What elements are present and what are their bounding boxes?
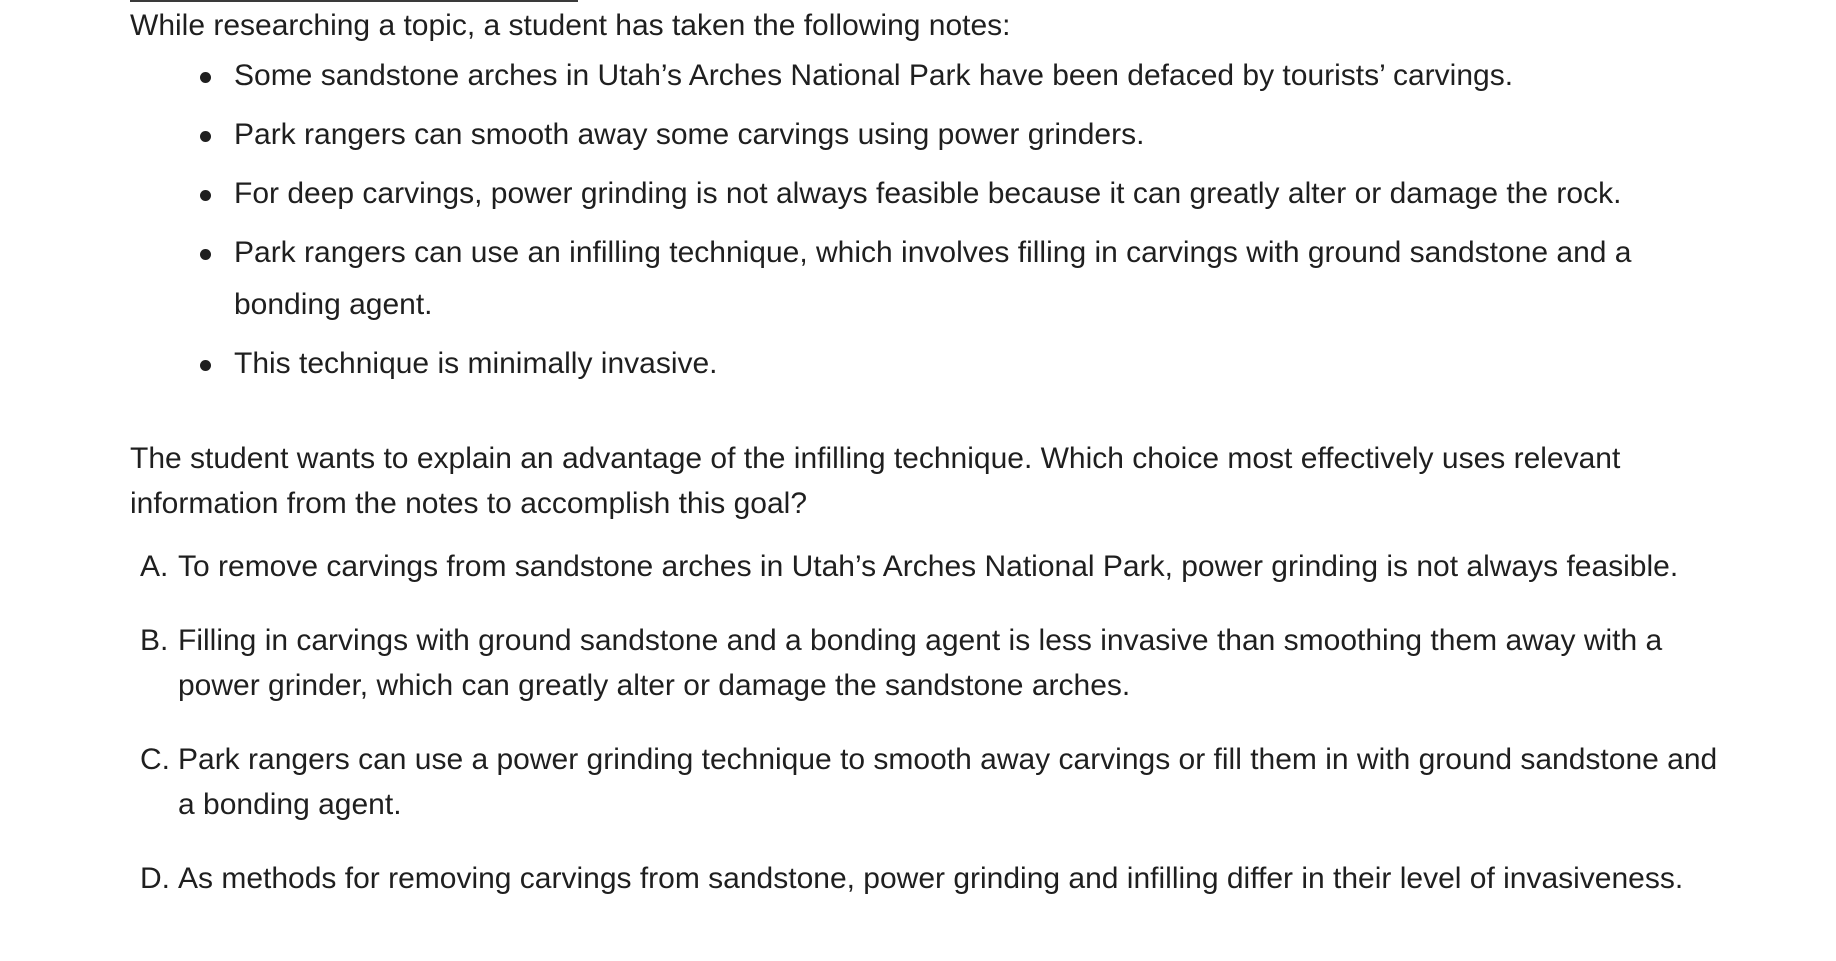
answer-choices [130,544,1730,901]
choice-text: To remove carvings from sandstone arches in Utah’s Arches National Park, power grinding is not always feasible. [178,550,1679,583]
question-prompt: The student wants to explain an advantage of the infilling technique. Which choice most effectively uses relevant information from the notes to accomplish this goal? [130,442,1621,520]
choice-c[interactable] [130,737,1730,827]
note-text: Park rangers can smooth away some carvings using power grinders. [234,118,1145,151]
note-item [234,168,1730,220]
choice-letter: D. [140,862,170,895]
top-divider [130,0,578,2]
note-item [234,50,1730,102]
choice-a[interactable] [130,544,1730,589]
choice-text: Park rangers can use a power grinding technique to smooth away carvings or fill them in with ground sandstone and a bonding agent. [178,743,1718,821]
bullet-icon [200,72,211,83]
note-text: This technique is minimally invasive. [234,347,718,380]
note-text: Some sandstone arches in Utah’s Arches National Park have been defaced by tourists’ carvings. [234,59,1514,92]
intro-text: While researching a topic, a student has taken the following notes: [130,9,1011,42]
choice-b[interactable] [130,618,1730,708]
note-text: For deep carvings, power grinding is not always feasible because it can greatly alter or damage the rock. [234,177,1622,210]
bullet-icon [200,249,211,260]
question-content [130,3,1730,930]
choice-d[interactable] [130,856,1730,901]
bullet-icon [200,131,211,142]
bullet-icon [200,360,211,371]
choice-letter: B. [140,624,169,657]
choice-text: Filling in carvings with ground sandstone and a bonding agent is less invasive than smoothing them away with a power grinder, which can greatly alter or damage the sandstone arches. [178,624,1663,702]
bullet-icon [200,190,211,201]
note-item [234,227,1730,331]
note-text: Park rangers can use an infilling technique, which involves filling in carvings with ground sandstone and a bonding agent. [234,236,1632,321]
choice-text: As methods for removing carvings from sandstone, power grinding and infilling differ in their level of invasiveness. [178,862,1684,895]
choice-letter: C. [140,743,170,776]
notes-list [130,50,1730,390]
note-item [234,338,1730,390]
note-item [234,109,1730,161]
choice-letter: A. [140,550,169,583]
